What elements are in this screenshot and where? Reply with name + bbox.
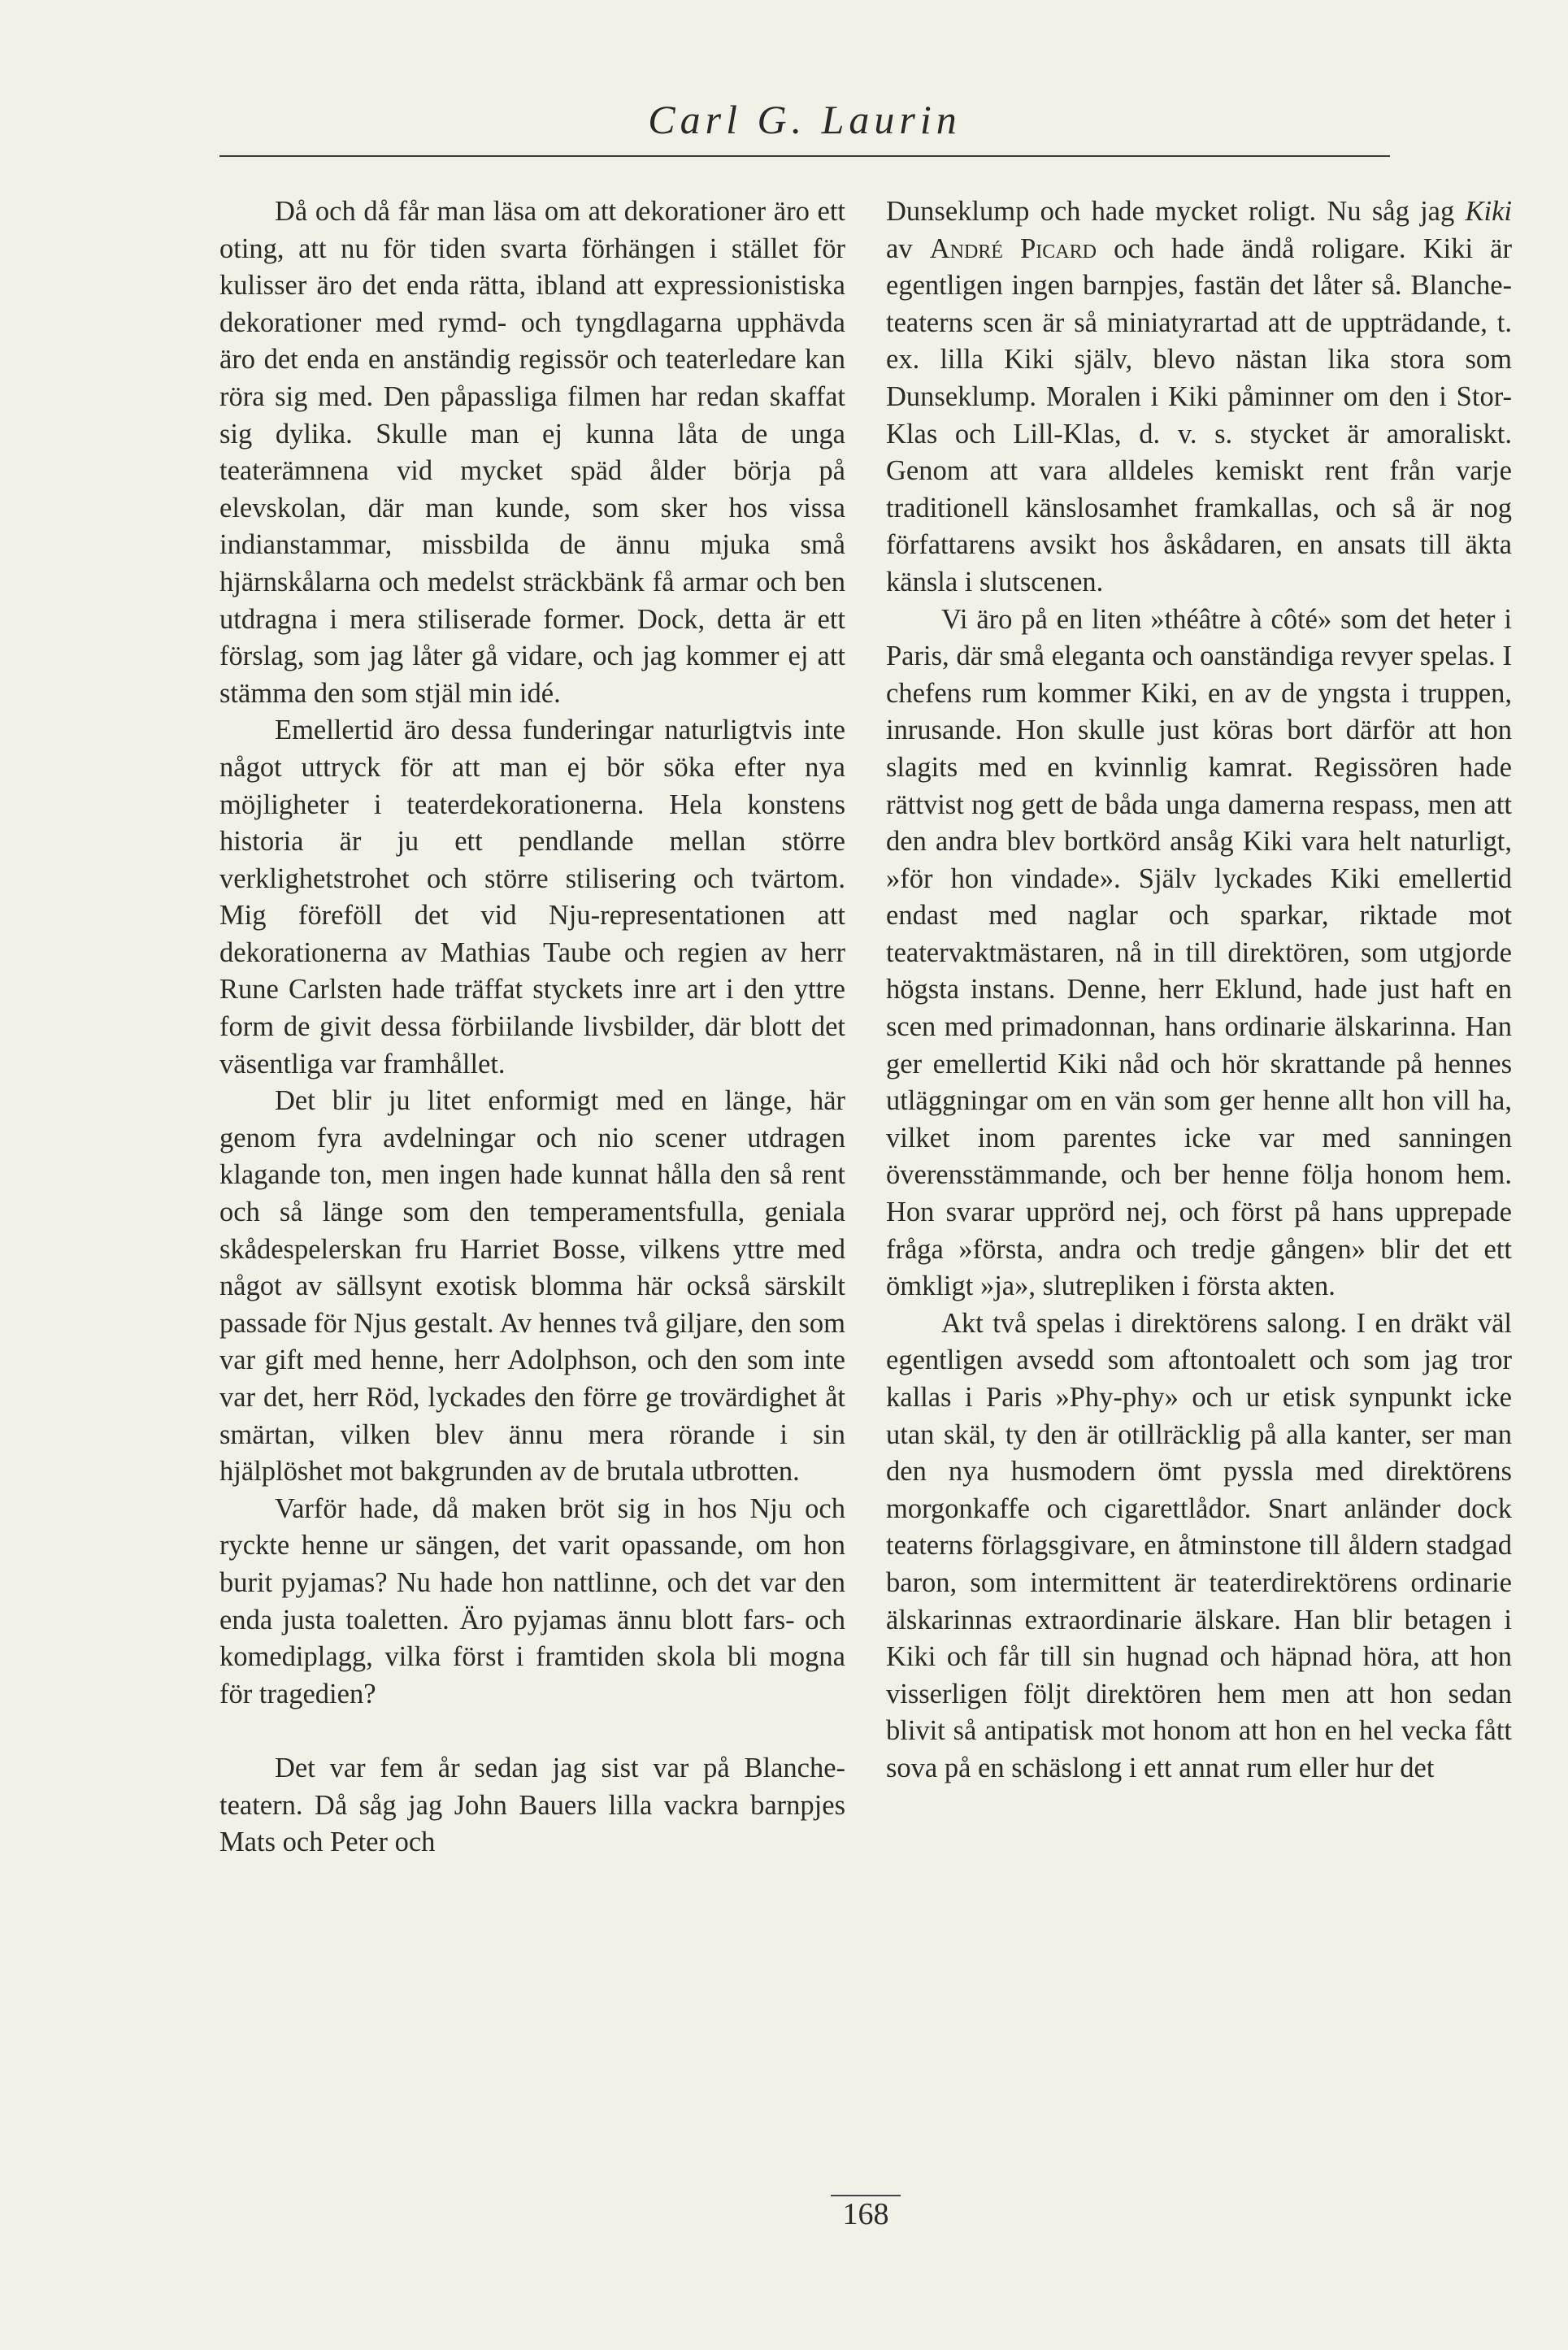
paragraph: Varför hade, då maken bröt sig in hos Nju och ryckte henne ur sängen, det varit opassande, om hon burit pyjamas? Nu hade hon nattlinne, och det var den enda justa toaletten. Äro pyjamas ännu blott fars- och komediplagg, vilka först i framtiden skola bli mogna för tragedien? bbox=[219, 1492, 845, 1709]
paragraph bbox=[886, 193, 1512, 602]
play-title: Kiki bbox=[1465, 196, 1512, 227]
right-column bbox=[886, 193, 1512, 1787]
paragraph: Emellertid äro dessa funderingar naturligtvis inte något uttryck för att man ej bör söka efter nya möjligheter i teaterdekorationerna. Hela konstens historia är ju ett pendlande mellan större verklighetstrohet och större stilisering och tvärtom. Mig föreföll det vid Nju-representationen att dekorationerna av Mathias Taube och regien av herr Rune Carlsten hade träffat styckets inre art i den yttre form de givit dessa förbiilande livsbilder, där blott det väsentliga var framhållet. bbox=[219, 715, 845, 1079]
paragraph: Akt två spelas i direktörens salong. I en dräkt väl egentligen avsedd som aftontoalett och som jag tror kallas i Paris »Phy-phy» och ur etisk synpunkt icke utan skäl, ty den är otillräcklig på alla kanter, ser man den nya husmodern ömt pyssla med direktörens morgonkaffe och cigarettlådor. Snart anländer dock teaterns förlagsgivare, en åtminstone till åldern stadgad baron, som intermittent är teaterdirektörens ordinarie älskarinnas extraordinarie älskare. Han blir betagen i Kiki och får till sin hugnad och häpnad höra, att hon visserligen följt direktören hem men att hon sedan blivit så antipatisk mot honom att hon en hel vecka fått sova på en schäslong i ett annat rum eller hur det bbox=[886, 1307, 1512, 1783]
header-rule bbox=[219, 155, 1390, 157]
page-number: 168 bbox=[842, 2197, 889, 2231]
paragraph: Då och då får man läsa om att dekorationer äro ett oting, att nu för tiden svarta förhängen i stället för kulisser äro det enda rätta, ibland att expressionistiska dekorationer med rymd- och tyngdlagarna upphävda äro det enda en anständig regissör och teaterledare kan röra sig med. Den påpassliga filmen har redan skaffat sig dylika. Skulle man ej kunna låta de unga teaterämnena vid mycket späd ålder börja på elevskolan, där man kunde, som sker hos vissa indianstammar, missbilda de ännu mjuka små hjärnskålarna och medelst sträckbänk få armar och ben utdragna i mera stiliserade former. Dock, detta är ett förslag, som jag låter gå vidare, och jag kommer ej att stämma den som stjäl min idé. bbox=[219, 196, 845, 709]
paragraph: Det var fem år sedan jag sist var på Blanche-teatern. Då såg jag John Bauers lilla vackra barnpjes Mats och Peter och bbox=[219, 1752, 845, 1858]
text-run: och hade ändå roligare. Kiki är egentligen ingen barnpjes, fastän det låter så. Blanche-teaterns scen är så miniatyrartad att de uppträdande, t. ex. lilla Kiki själv, blevo nästan lika stora som Dunseklump. Moralen i Kiki påminner om den i Stor-Klas och Lill-Klas, d. v. s. stycket är amoraliskt. Genom att vara alldeles kemiskt rent från varje traditionell känslosamhet framkallas, och så är nog författarens avsikt hos åskådaren, en ansats till äkta känsla i slutscenen. bbox=[886, 232, 1512, 597]
left-column bbox=[219, 193, 845, 1861]
author-name: André Picard bbox=[929, 232, 1097, 264]
paragraph: Vi äro på en liten »théâtre à côté» som det heter i Paris, där små eleganta och oanständiga revyer spelas. I chefens rum kommer Kiki, en av de yngsta i truppen, inrusande. Hon skulle just köras bort därför att hon slagits med en kvinnlig kamrat. Regissören hade rättvist nog gett de båda unga damerna respass, men att den andra blev bortkörd ansåg Kiki vara helt naturligt, »för hon vindade». Själv lyckades Kiki emellertid endast med naglar och sparkar, riktade mot teatervaktmästaren, nå in till direktören, som utgjorde högsta instans. Denne, herr Eklund, hade just haft en scen med primadonnan, hans ordinarie älskarinna. Han ger emellertid Kiki nåd och hör skrattande på hennes utläggningar om en vän som ger henne allt hon vill ha, vilket inom parentes icke var med sanningen överensstämmande, och ber henne följa honom hem. Hon svarar upprörd nej, och först på hans upprepade fråga »första, andra och tredje gången» blir det ett ömkligt »ja», slutrepliken i första akten. bbox=[886, 603, 1512, 1302]
paragraph: Det blir ju litet enformigt med en länge, här genom fyra avdelningar och nio scener utdragen klagande ton, men ingen hade kunnat hålla den så rent och så länge som den temperamentsfulla, geniala skådespelerskan fru Harriet Bosse, vilkens yttre med något av sällsynt exotisk blomma här också särskilt passade för Njus gestalt. Av hennes två giljare, den som var gift med henne, herr Adolphson, och den som inte var det, herr Röd, lyckades den förre ge trovärdighet åt smärtan, vilken blev ännu mera rörande i sin hjälplöshet mot bakgrunden av de brutala utbrotten. bbox=[219, 1085, 845, 1488]
text-run: av bbox=[886, 232, 930, 264]
running-header: Carl G. Laurin bbox=[648, 97, 962, 142]
text-run: Dunseklump och hade mycket roligt. Nu såg jag bbox=[886, 196, 1466, 227]
